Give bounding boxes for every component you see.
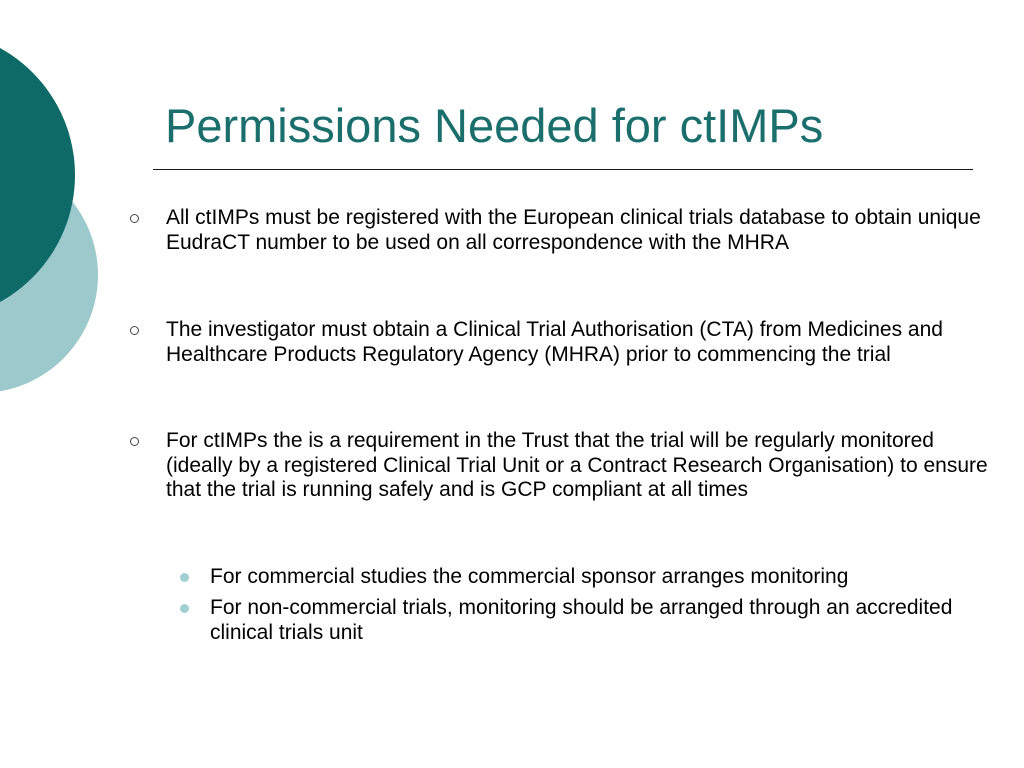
solid-bullet-icon — [180, 604, 189, 613]
sub-bullet-item-commercial — [180, 565, 1010, 590]
decorative-circles — [0, 0, 110, 400]
bullet-text: All ctIMPs must be registered with the European clinical trials database to obtain unique EudraCT number to be used on all correspondence with the MHRA — [166, 206, 981, 254]
solid-bullet-icon — [180, 573, 189, 582]
bullet-item-registration — [130, 206, 990, 255]
bullet-text: For ctIMPs the is a requirement in the Trust that the trial will be regularly monitored (ideally by a registered Clinical Trial Unit or a Contract Research Organisation) to ensure that the trial is running safely and is GCP compliant at all times — [166, 429, 988, 501]
sub-bullet-text: For non-commercial trials, monitoring should be arranged through an accredited clinical trials unit — [210, 596, 953, 644]
hollow-bullet-icon — [130, 437, 139, 446]
hollow-bullet-icon — [130, 326, 139, 335]
sub-bullet-text: For commercial studies the commercial sponsor arranges monitoring — [210, 565, 849, 588]
bullet-text: The investigator must obtain a Clinical Trial Authorisation (CTA) from Medicines and Healthcare Products Regulatory Agency (MHRA) prior to commencing the trial — [166, 318, 943, 366]
sub-bullet-item-non-commercial — [180, 596, 1010, 645]
bullet-item-cta — [130, 318, 990, 367]
hollow-bullet-icon — [130, 214, 139, 223]
slide-title: Permissions Needed for ctIMPs — [165, 99, 824, 152]
bullet-item-monitoring — [130, 429, 990, 503]
title-divider — [153, 169, 973, 170]
